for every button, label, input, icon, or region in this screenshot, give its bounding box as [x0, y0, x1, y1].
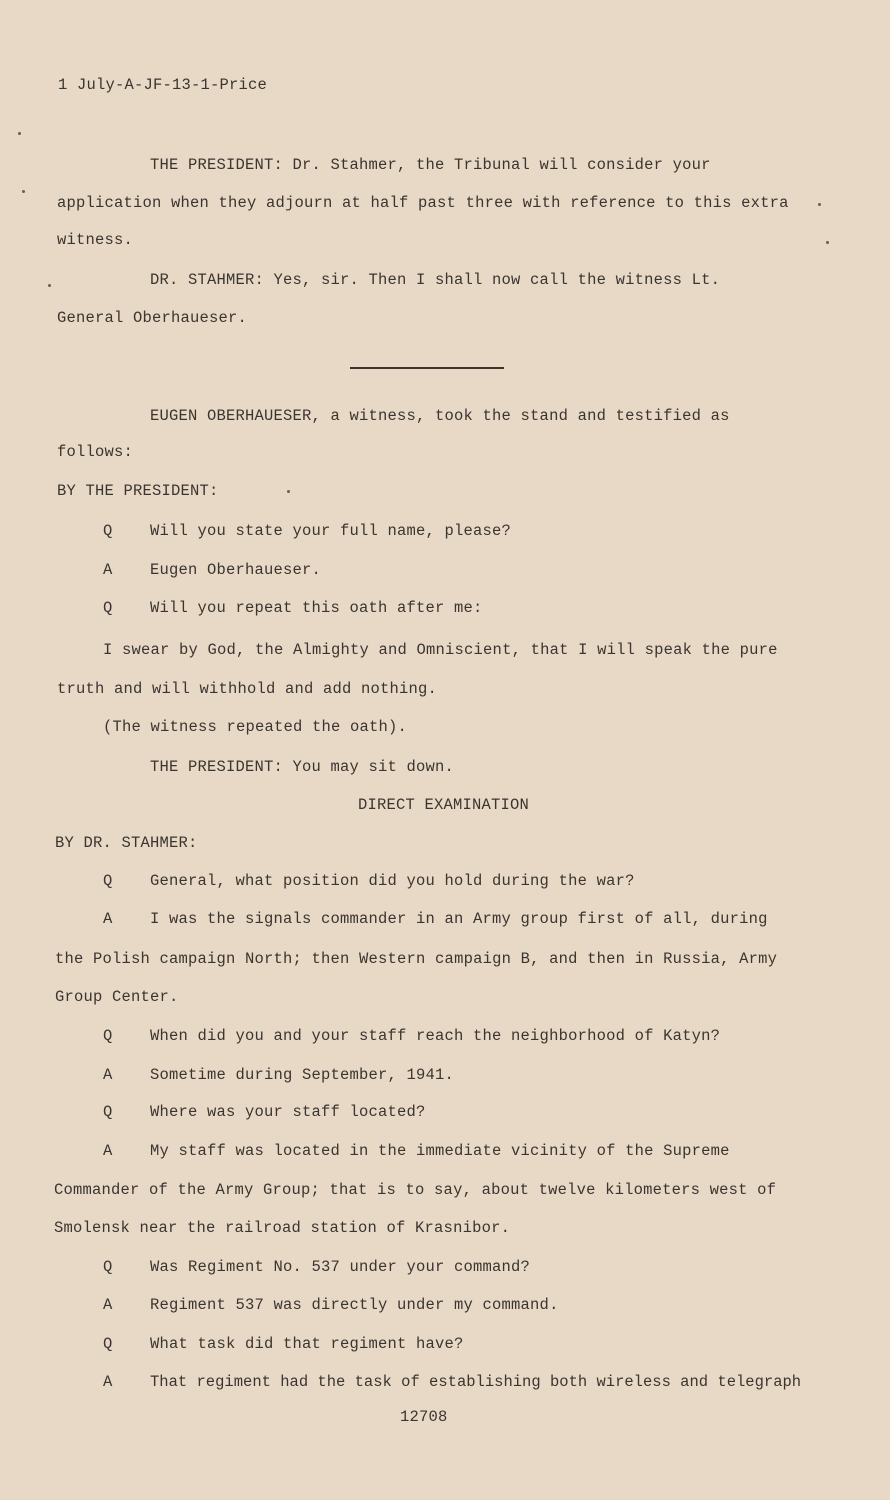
- section-heading: DIRECT EXAMINATION: [358, 796, 530, 814]
- question-text: Where was your staff located?: [150, 1103, 426, 1121]
- answer-label: A: [103, 1142, 113, 1160]
- paper-speck: [826, 241, 829, 244]
- oath-text: I swear by God, the Almighty and Omniscient, that I will speak the pure: [103, 641, 778, 659]
- question-label: Q: [103, 1103, 113, 1121]
- question-label: Q: [103, 1027, 113, 1045]
- question-label: Q: [103, 1335, 113, 1353]
- oath-text: truth and will withhold and add nothing.: [57, 680, 438, 698]
- transcript-line: EUGEN OBERHAUESER, a witness, took the stand and testified as: [150, 407, 730, 425]
- question-text: Was Regiment No. 537 under your command?: [150, 1258, 531, 1276]
- paper-speck: [818, 203, 821, 206]
- paper-speck: [48, 284, 51, 287]
- question-text: General, what position did you hold during the war?: [150, 872, 635, 890]
- question-text: What task did that regiment have?: [150, 1335, 464, 1353]
- transcript-line: follows:: [57, 443, 134, 461]
- question-text: When did you and your staff reach the neighborhood of Katyn?: [150, 1027, 721, 1045]
- section-divider: [350, 367, 504, 369]
- answer-text: Group Center.: [55, 988, 179, 1006]
- transcript-line: witness.: [57, 231, 134, 249]
- question-label: Q: [103, 522, 113, 540]
- transcript-line: THE PRESIDENT: You may sit down.: [150, 758, 455, 776]
- answer-text: Commander of the Army Group; that is to say, about twelve kilometers west of: [54, 1181, 777, 1199]
- answer-text: the Polish campaign North; then Western campaign B, and then in Russia, Army: [55, 950, 778, 968]
- answer-text: That regiment had the task of establishing both wireless and telegraph: [150, 1373, 802, 1391]
- paper-speck: [287, 490, 290, 493]
- examiner-heading: BY DR. STAHMER:: [55, 834, 198, 852]
- question-label: Q: [103, 599, 113, 617]
- answer-text: Regiment 537 was directly under my command.: [150, 1296, 559, 1314]
- answer-label: A: [103, 910, 113, 928]
- paper-speck: [22, 190, 25, 193]
- answer-text: Smolensk near the railroad station of Krasnibor.: [54, 1219, 511, 1237]
- page-number: 12708: [400, 1408, 448, 1426]
- transcript-line: DR. STAHMER: Yes, sir. Then I shall now call the witness Lt.: [150, 271, 721, 289]
- question-label: Q: [103, 872, 113, 890]
- answer-label: A: [103, 561, 113, 579]
- transcript-line: application when they adjourn at half past three with reference to this extra: [57, 194, 789, 212]
- transcript-line: General Oberhaueser.: [57, 309, 248, 327]
- stage-direction: (The witness repeated the oath).: [103, 718, 408, 736]
- answer-label: A: [103, 1373, 113, 1391]
- question-text: Will you state your full name, please?: [150, 522, 512, 540]
- answer-text: Eugen Oberhaueser.: [150, 561, 322, 579]
- answer-text: Sometime during September, 1941.: [150, 1066, 455, 1084]
- paper-speck: [18, 132, 21, 135]
- transcript-line: THE PRESIDENT: Dr. Stahmer, the Tribunal will consider your: [150, 156, 711, 174]
- question-text: Will you repeat this oath after me:: [150, 599, 483, 617]
- examiner-heading: BY THE PRESIDENT:: [57, 482, 219, 500]
- question-label: Q: [103, 1258, 113, 1276]
- answer-label: A: [103, 1066, 113, 1084]
- answer-text: I was the signals commander in an Army group first of all, during: [150, 910, 768, 928]
- answer-label: A: [103, 1296, 113, 1314]
- answer-text: My staff was located in the immediate vicinity of the Supreme: [150, 1142, 730, 1160]
- document-reference: 1 July-A-JF-13-1-Price: [58, 76, 268, 94]
